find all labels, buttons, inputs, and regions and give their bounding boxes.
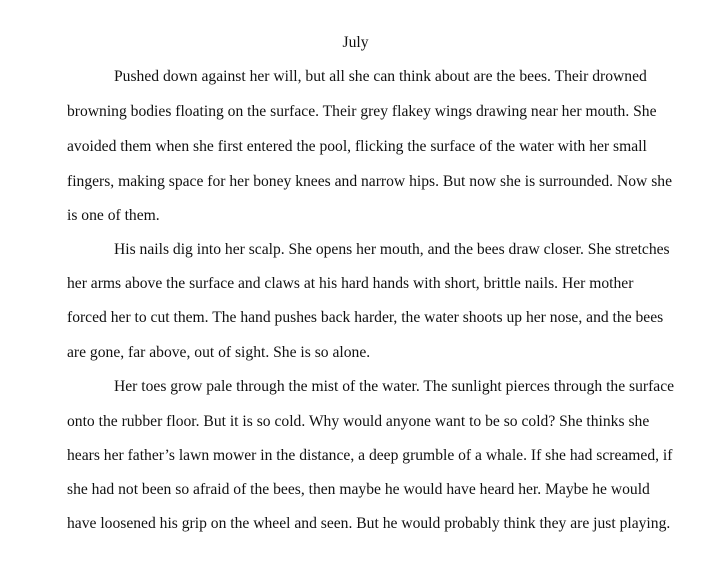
text-line: onto the rubber floor. But it is so cold. Why would anyone want to be so cold? She thinks she [67, 413, 650, 430]
text-line: fingers, making space for her boney knees and narrow hips. But now she is surrounded. Now she [67, 173, 672, 190]
text-line: she had not been so afraid of the bees, then maybe he would have heard her. Maybe he would [67, 481, 650, 498]
text-line: have loosened his grip on the wheel and seen. But he would probably think they are just playing. [67, 515, 671, 532]
text-line: is one of them. [67, 207, 160, 224]
text-line: hears her father’s lawn mower in the distance, a deep grumble of a whale. If she had screamed, if [67, 447, 673, 464]
text-line: browning bodies floating on the surface. Their grey flakey wings drawing near her mouth. She [67, 103, 657, 120]
text-line: Pushed down against her will, but all she can think about are the bees. Their drowned [114, 68, 647, 85]
text-line: are gone, far above, out of sight. She is so alone. [67, 344, 371, 361]
text-line: avoided them when she first entered the pool, flicking the surface of the water with her small [67, 138, 647, 155]
text-line: her arms above the surface and claws at his hard hands with short, brittle nails. Her mother [67, 275, 634, 292]
text-line: forced her to cut them. The hand pushes back harder, the water shoots up her nose, and the bees [67, 309, 664, 326]
text-line: Her toes grow pale through the mist of the water. The sunlight pierces through the surface [114, 378, 675, 395]
text-line: His nails dig into her scalp. She opens her mouth, and the bees draw closer. She stretches [114, 241, 670, 258]
document-title: July [342, 34, 369, 51]
